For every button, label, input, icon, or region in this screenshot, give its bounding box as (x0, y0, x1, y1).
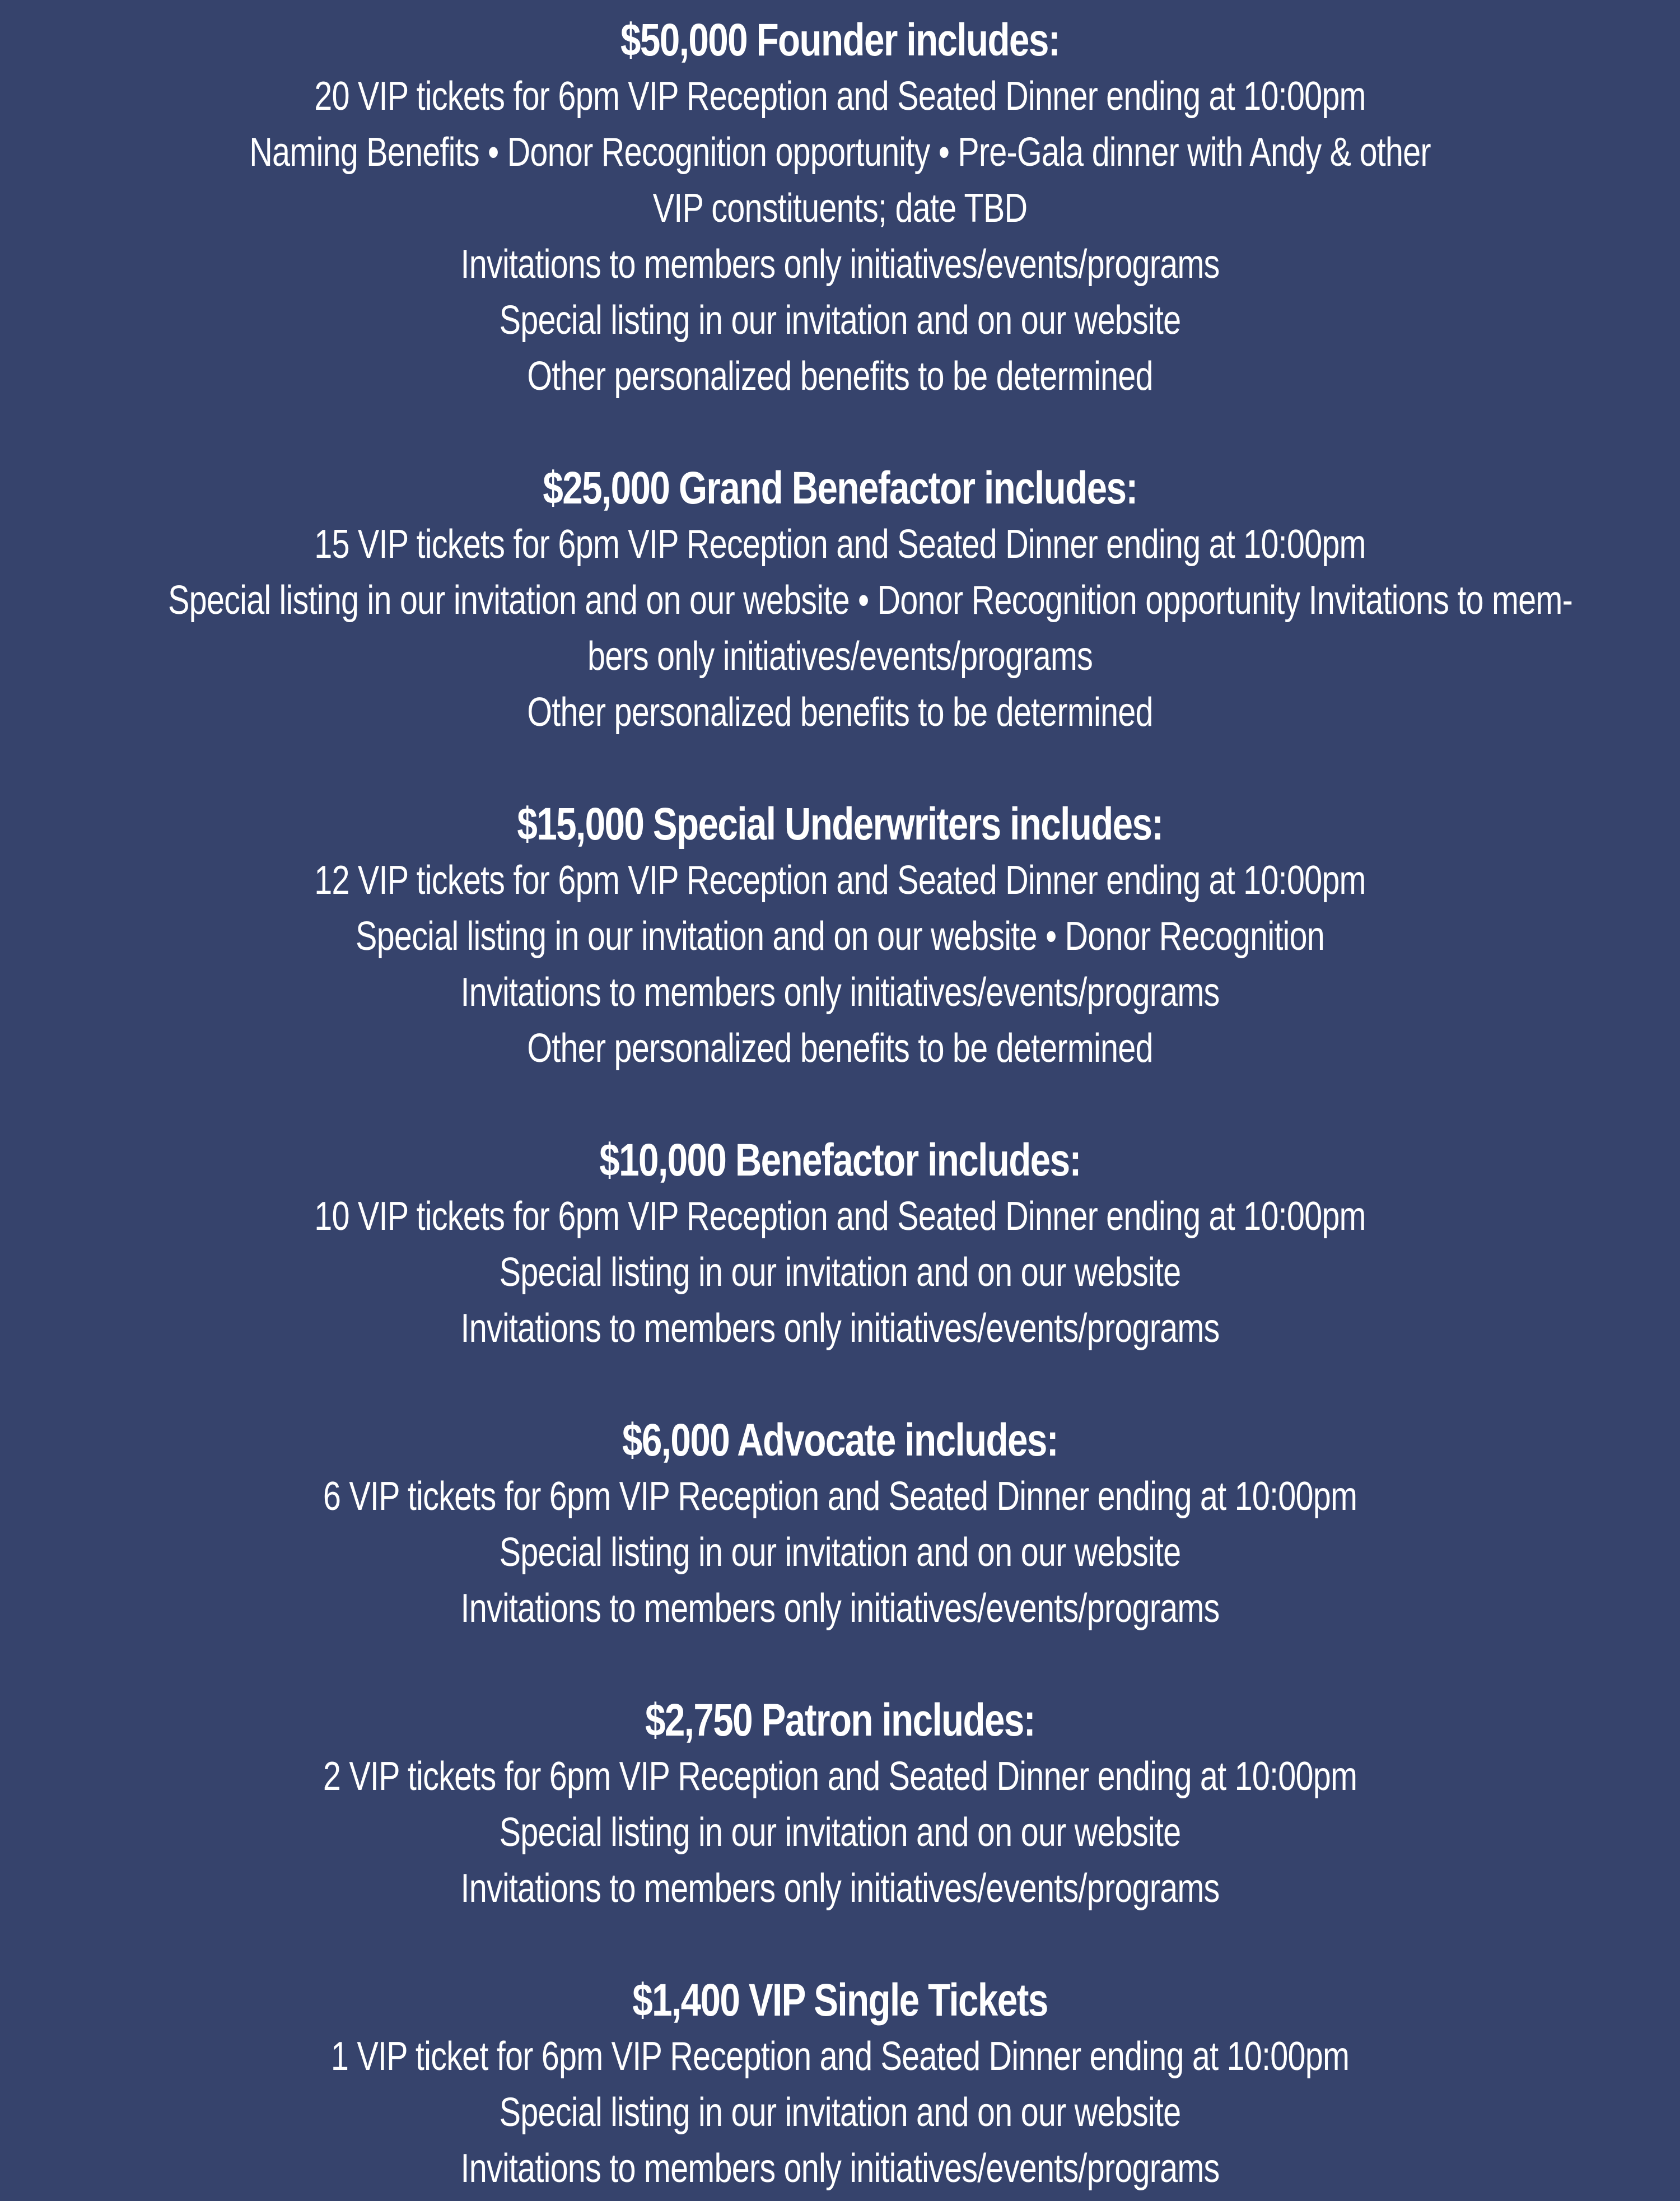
tier-benefactor (0, 1132, 1680, 1356)
tier-title: $1,400 VIP Single Tickets (632, 1975, 1048, 2026)
tier-benefit-line: Special listing in our invitation and on our website • Donor Recognition (356, 914, 1324, 959)
tier-benefit-line: Naming Benefits • Donor Recognition opportunity • Pre-Gala dinner with Andy & other (249, 130, 1431, 175)
tier-title: $6,000 Advocate includes: (622, 1415, 1058, 1466)
tier-advocate (0, 1412, 1680, 1636)
tier-benefit-line: 2 VIP tickets for 6pm VIP Reception and Seated Dinner ending at 10:00pm (323, 1754, 1357, 1799)
tier-benefit-line: Invitations to members only initiatives/events/programs (460, 1306, 1220, 1351)
tier-benefit-line: bers only initiatives/events/programs (587, 634, 1093, 679)
tier-benefit-line: 20 VIP tickets for 6pm VIP Reception and Seated Dinner ending at 10:00pm (314, 74, 1366, 119)
tier-grand-benefactor (0, 460, 1680, 740)
tier-benefit-line: Special listing in our invitation and on our website (499, 1250, 1181, 1295)
tier-benefit-line: Invitations to members only initiatives/events/programs (460, 242, 1220, 287)
tier-benefit-line: Special listing in our invitation and on our website • Donor Recognition opportunity Invitations to mem- (168, 578, 1572, 623)
tier-benefit-line: Special listing in our invitation and on our website (499, 1530, 1181, 1575)
tier-benefit-line: Invitations to members only initiatives/events/programs (460, 1866, 1220, 1911)
tier-benefit-line: Other personalized benefits to be determined (527, 1026, 1153, 1071)
tier-patron (0, 1692, 1680, 1916)
tier-title: $15,000 Special Underwriters includes: (517, 799, 1163, 850)
tier-benefit-line: 1 VIP ticket for 6pm VIP Reception and Seated Dinner ending at 10:00pm (330, 2034, 1350, 2079)
tier-benefit-line: Special listing in our invitation and on our website (499, 298, 1181, 343)
tier-founder (0, 12, 1680, 404)
tier-benefit-line: 10 VIP tickets for 6pm VIP Reception and Seated Dinner ending at 10:00pm (314, 1194, 1366, 1239)
tier-title: $50,000 Founder includes: (620, 15, 1060, 66)
tier-benefit-line: 6 VIP tickets for 6pm VIP Reception and Seated Dinner ending at 10:00pm (323, 1474, 1357, 1519)
tier-benefit-line: Invitations to members only initiatives/events/programs (460, 970, 1220, 1015)
tier-benefit-line: Other personalized benefits to be determined (527, 690, 1153, 735)
tier-benefit-line: Special listing in our invitation and on our website (499, 1810, 1181, 1855)
tier-benefit-line: Invitations to members only initiatives/events/programs (460, 2146, 1220, 2191)
tier-title: $10,000 Benefactor includes: (599, 1135, 1081, 1186)
tier-vip-single-tickets (0, 1972, 1680, 2197)
tier-benefit-line: VIP constituents; date TBD (652, 186, 1028, 231)
tier-benefit-line: Other personalized benefits to be determined (527, 354, 1153, 399)
tier-benefit-line: 12 VIP tickets for 6pm VIP Reception and Seated Dinner ending at 10:00pm (314, 858, 1366, 903)
tier-benefit-line: 15 VIP tickets for 6pm VIP Reception and Seated Dinner ending at 10:00pm (314, 522, 1366, 567)
tier-title: $2,750 Patron includes: (645, 1695, 1035, 1746)
tier-special-underwriters (0, 796, 1680, 1076)
tier-benefit-line: Invitations to members only initiatives/events/programs (460, 1586, 1220, 1631)
tier-benefit-line: Special listing in our invitation and on our website (499, 2090, 1181, 2135)
tier-title: $25,000 Grand Benefactor includes: (543, 463, 1137, 514)
